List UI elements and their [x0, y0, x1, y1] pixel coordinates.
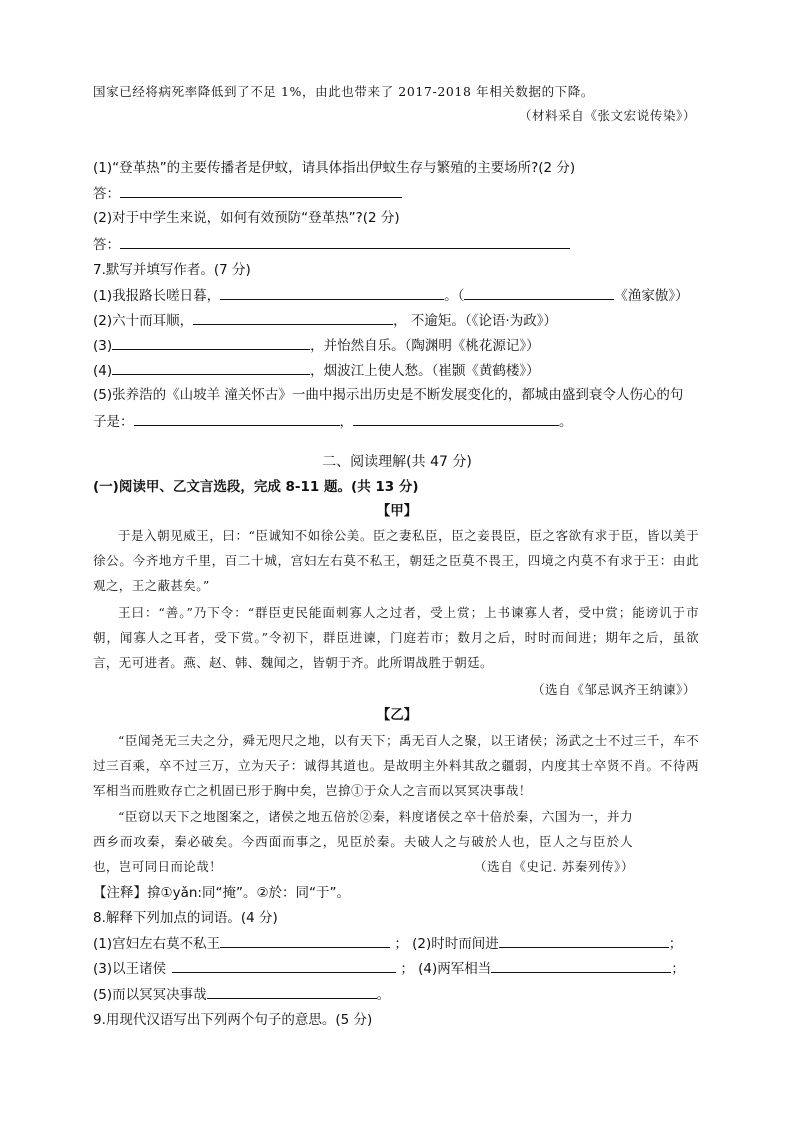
answer-blank[interactable]	[353, 411, 559, 426]
answer-blank[interactable]	[220, 933, 390, 948]
answer-blank[interactable]	[120, 234, 570, 249]
q7-item1-text: (1)我报路长嗟日暮，	[93, 288, 221, 304]
q7-item4	[93, 360, 540, 381]
passage-yi-p2: “臣窃以天下之地图案之，诸侯之地五倍於②秦，料度诸侯之卒十倍於秦，六国为一，并力西乡而攻秦，秦必破矣。今西面而事之，见臣於秦。夫破人之与破於人也，臣人之与臣於人也，岂可同日而论哉！	[93, 809, 633, 874]
q7-item5-text: ，	[339, 414, 353, 430]
q8-item-text: (4)两军相当	[418, 961, 492, 977]
q8-item-text: (1)宫妇左右莫不私王	[93, 936, 221, 952]
q7-item5-text: 。	[559, 414, 573, 430]
separator: ；	[671, 961, 685, 977]
q7-item3-text: ，并怡然自乐。（陶渊明《桃花源记》）	[310, 338, 540, 354]
q8-row1	[93, 933, 682, 954]
passage-yi-label: 【乙】	[376, 707, 418, 723]
answer-blank[interactable]	[112, 335, 310, 350]
q8-row3	[93, 984, 390, 1005]
q8-row2	[93, 958, 685, 979]
passage-jia-source: （选自《邹忌讽齐王纳谏》）	[531, 682, 696, 697]
q9-title: 9.用现代汉语写出下列两个句子的意思。(5 分)	[93, 1012, 373, 1028]
material-text: 国家已经将病死率降低到了不足 1%，由此也带来了 2017-2018 年相关数据的下降。	[93, 84, 594, 99]
separator: 。	[376, 987, 391, 1003]
passage-yi-p1: “臣闻尧无三夫之分，舜无咫尺之地，以有天下；禹无百人之聚，以王诸侯；汤武之士不过三千，车不过三百乘，卒不过三万，立为天子：诚得其道也。是故明主外料其敌之疆弱，内度其士卒贤不肖。不待两军相当而胜败存亡之机固已形于胸中矣，岂揜①于众人之言而以冥冥决事哉！	[93, 733, 699, 798]
q7-item4-text: (4)	[93, 363, 113, 379]
answer-blank[interactable]	[134, 411, 340, 426]
answer-label: 答：	[93, 237, 120, 253]
answer-blank[interactable]	[499, 933, 669, 948]
answer-blank[interactable]	[464, 285, 614, 300]
q7-item3-text: (3)	[93, 338, 113, 354]
answer-blank[interactable]	[207, 984, 377, 999]
q6-part1: (1)“登革热”的主要传播者是伊蚊，请具体指出伊蚊生存与繁殖的主要场所?(2 分)	[93, 160, 576, 176]
q6-part2: (2)对于中学生来说，如何有效预防“登革热”?(2 分)	[93, 210, 400, 226]
answer-blank[interactable]	[220, 285, 444, 300]
separator: ；	[668, 936, 683, 952]
section-subtitle: (一)阅读甲、乙文言选段，完成 8-11 题。(共 13 分)	[93, 479, 419, 495]
q6-answer1	[93, 183, 402, 204]
q7-item5-text: 子是：	[93, 414, 134, 430]
answer-blank[interactable]	[120, 183, 402, 198]
q7-item1-text: 《渔家傲》）	[614, 288, 689, 304]
q7-item5-cont	[93, 411, 573, 432]
q8-item-text: (5)而以冥冥决事哉	[93, 987, 207, 1003]
passage-jia-p1: 于是入朝见威王，曰：“臣诚知不如徐公美。臣之妻私臣，臣之妾畏臣，臣之客欲有求于臣，皆以美于徐公。今齐地方千里，百二十城，宫妇左右莫不私王，朝廷之臣莫不畏王，四境之内莫不有求于王：由此观之，王之蔽甚矣。”	[93, 528, 699, 593]
material-source: （材料采自《张文宏说传染》）	[518, 108, 696, 123]
q7-item1-text: 。（	[444, 288, 465, 304]
q8-item-text: (2)时时而间进	[412, 936, 499, 952]
answer-blank[interactable]	[172, 958, 396, 973]
answer-blank[interactable]	[193, 310, 393, 325]
q8-item-text: (3)以王诸侯	[93, 961, 167, 977]
q7-item2	[93, 310, 557, 331]
passage-yi-source: （选自《史记. 苏秦列传》）	[474, 859, 635, 874]
q7-item1	[93, 285, 689, 306]
q7-item5: (5)张养浩的《山坡羊 潼关怀古》一曲中揭示出历史是不断发展变化的，都城由盛到衰令人伤心的句	[93, 387, 684, 403]
separator: ；	[400, 961, 414, 977]
q7-item3	[93, 335, 540, 356]
section-title: 二、阅读理解(共 47 分)	[322, 454, 472, 470]
q7-item2-text: ， 不逾矩。（《论语·为政》）	[393, 313, 557, 329]
separator: ；	[394, 936, 408, 952]
q7-item2-text: (2)六十而耳顺，	[93, 313, 194, 329]
answer-label: 答：	[93, 186, 120, 202]
passage-jia-label: 【甲】	[376, 503, 418, 519]
annotation-note: 【注释】揜①yǎn:同“掩”。②於：同“于”。	[93, 885, 351, 901]
q7-item4-text: ，烟波江上使人愁。（崔颢《黄鹤楼》）	[310, 363, 540, 379]
q8-title: 8.解释下列加点的词语。(4 分)	[93, 910, 278, 926]
passage-jia-p2: 王曰：“善。”乃下令：“群臣吏民能面刺寡人之过者，受上赏；上书谏寡人者，受中赏；能谤讥于市朝，闻寡人之耳者，受下赏。”令初下，群臣进谏，门庭若市；数月之后，时时而间进；期年之后，虽欲言，无可进者。燕、赵、韩、魏闻之，皆朝于齐。此所谓战胜于朝廷。	[93, 605, 699, 670]
answer-blank[interactable]	[112, 360, 310, 375]
q7-title: 7.默写并填写作者。(7 分)	[93, 262, 251, 278]
q6-answer2	[93, 234, 570, 255]
answer-blank[interactable]	[491, 958, 671, 973]
